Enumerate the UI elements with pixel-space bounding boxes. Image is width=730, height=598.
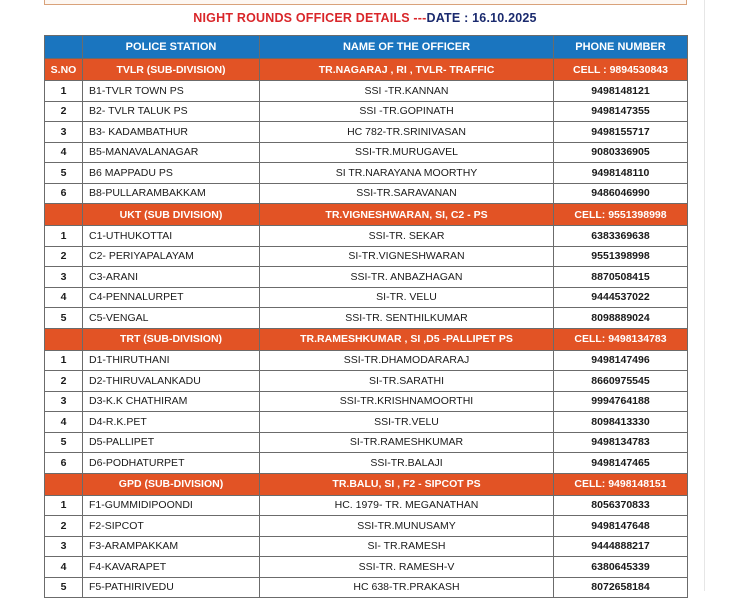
division-officer: TR.VIGNESHWARAN, SI, C2 - PS	[260, 204, 554, 226]
table-row	[45, 267, 688, 288]
row-officer: SI TR.NARAYANA MOORTHY	[260, 163, 554, 184]
row-phone: 9498148110	[554, 163, 688, 184]
row-phone: 9444537022	[554, 287, 688, 308]
row-station: F4-KAVARAPET	[83, 557, 260, 578]
row-sno: 1	[45, 350, 83, 371]
row-station: F3-ARAMPAKKAM	[83, 536, 260, 557]
row-sno: 3	[45, 122, 83, 143]
row-officer: SSI-TR. ANBAZHAGAN	[260, 267, 554, 288]
row-station: B1-TVLR TOWN PS	[83, 81, 260, 102]
row-phone: 9080336905	[554, 142, 688, 163]
row-phone: 9498155717	[554, 122, 688, 143]
table-header-row	[45, 36, 688, 59]
row-officer: SSI -TR.GOPINATH	[260, 101, 554, 122]
row-station: D4-R.K.PET	[83, 412, 260, 433]
row-sno: 5	[45, 577, 83, 598]
header-phone: PHONE NUMBER	[554, 36, 688, 59]
division-name: TVLR (SUB-DIVISION)	[83, 59, 260, 81]
row-officer: SI-TR.VIGNESHWARAN	[260, 246, 554, 267]
row-station: F1-GUMMIDIPOONDI	[83, 495, 260, 516]
header-station: POLICE STATION	[83, 36, 260, 59]
row-sno: 4	[45, 287, 83, 308]
table-row	[45, 516, 688, 537]
row-officer: SI-TR.RAMESHKUMAR	[260, 432, 554, 453]
row-station: D1-THIRUTHANI	[83, 350, 260, 371]
table-row	[45, 142, 688, 163]
row-station: C3-ARANI	[83, 267, 260, 288]
division-row	[45, 328, 688, 350]
row-station: B2- TVLR TALUK PS	[83, 101, 260, 122]
division-phone: CELL : 9894530843	[554, 59, 688, 81]
officer-table	[44, 35, 688, 598]
row-officer: HC 782-TR.SRINIVASAN	[260, 122, 554, 143]
row-phone: 8098413330	[554, 412, 688, 433]
table-row	[45, 81, 688, 102]
row-phone: 9498148121	[554, 81, 688, 102]
row-officer: SSI-TR. SENTHILKUMAR	[260, 308, 554, 329]
table-row	[45, 495, 688, 516]
table-row	[45, 308, 688, 329]
division-row	[45, 59, 688, 81]
row-sno: 6	[45, 453, 83, 474]
row-sno: 5	[45, 432, 83, 453]
row-officer: HC 638-TR.PRAKASH	[260, 577, 554, 598]
row-sno: 1	[45, 495, 83, 516]
row-sno: 4	[45, 412, 83, 433]
row-station: B8-PULLARAMBAKKAM	[83, 183, 260, 204]
division-name: TRT (SUB-DIVISION)	[83, 328, 260, 350]
row-phone: 9498134783	[554, 432, 688, 453]
row-officer: SSI -TR.KANNAN	[260, 81, 554, 102]
row-phone: 9498147355	[554, 101, 688, 122]
page-edge	[704, 0, 705, 591]
row-phone: 9994764188	[554, 391, 688, 412]
division-row	[45, 473, 688, 495]
row-sno: 2	[45, 516, 83, 537]
row-sno: 3	[45, 536, 83, 557]
row-station: D6-PODHATURPET	[83, 453, 260, 474]
row-officer: HC. 1979- TR. MEGANATHAN	[260, 495, 554, 516]
row-sno: 4	[45, 142, 83, 163]
row-officer: SSI-TR. SEKAR	[260, 226, 554, 247]
row-station: C2- PERIYAPALAYAM	[83, 246, 260, 267]
row-sno: 5	[45, 308, 83, 329]
row-officer: SSI-TR.DHAMODARARAJ	[260, 350, 554, 371]
table-row	[45, 287, 688, 308]
row-sno: 1	[45, 226, 83, 247]
top-strip	[0, 0, 730, 8]
row-phone: 9486046990	[554, 183, 688, 204]
table-row	[45, 371, 688, 392]
table-row	[45, 122, 688, 143]
row-officer: SSI-TR.MURUGAVEL	[260, 142, 554, 163]
row-sno: 2	[45, 246, 83, 267]
row-officer: SSI-TR.VELU	[260, 412, 554, 433]
division-phone: CELL: 9551398998	[554, 204, 688, 226]
row-station: C5-VENGAL	[83, 308, 260, 329]
row-phone: 8072658184	[554, 577, 688, 598]
row-station: B5-MANAVALANAGAR	[83, 142, 260, 163]
row-officer: SI-TR.SARATHI	[260, 371, 554, 392]
division-sno-label	[45, 473, 83, 495]
row-officer: SSI-TR.SARAVANAN	[260, 183, 554, 204]
row-station: C4-PENNALURPET	[83, 287, 260, 308]
row-phone: 6380645339	[554, 557, 688, 578]
row-officer: SSI-TR.MUNUSAMY	[260, 516, 554, 537]
division-officer: TR.NAGARAJ , RI , TVLR- TRAFFIC	[260, 59, 554, 81]
row-officer: SI-TR. VELU	[260, 287, 554, 308]
row-sno: 4	[45, 557, 83, 578]
previous-section-edge	[44, 0, 687, 5]
row-phone: 8098889024	[554, 308, 688, 329]
row-officer: SI- TR.RAMESH	[260, 536, 554, 557]
division-name: GPD (SUB-DIVISION)	[83, 473, 260, 495]
division-phone: CELL: 9498134783	[554, 328, 688, 350]
table-row	[45, 183, 688, 204]
row-sno: 2	[45, 371, 83, 392]
table-row	[45, 226, 688, 247]
row-sno: 3	[45, 267, 83, 288]
row-phone: 8870508415	[554, 267, 688, 288]
document-title	[0, 11, 730, 25]
title-main: NIGHT ROUNDS OFFICER DETAILS ---	[193, 11, 427, 25]
title-date: DATE : 16.10.2025	[426, 11, 537, 25]
row-sno: 2	[45, 101, 83, 122]
header-sno	[45, 36, 83, 59]
row-station: D2-THIRUVALANKADU	[83, 371, 260, 392]
table-row	[45, 536, 688, 557]
table-row	[45, 432, 688, 453]
row-phone: 9498147496	[554, 350, 688, 371]
division-row	[45, 204, 688, 226]
row-phone: 8660975545	[554, 371, 688, 392]
division-name: UKT (SUB DIVISION)	[83, 204, 260, 226]
row-phone: 9498147465	[554, 453, 688, 474]
division-sno-label: S.NO	[45, 59, 83, 81]
row-phone: 9551398998	[554, 246, 688, 267]
row-officer: SSI-TR.BALAJI	[260, 453, 554, 474]
table-row	[45, 557, 688, 578]
table-row	[45, 391, 688, 412]
division-officer: TR.BALU, SI , F2 - SIPCOT PS	[260, 473, 554, 495]
row-station: B6 MAPPADU PS	[83, 163, 260, 184]
division-phone: CELL: 9498148151	[554, 473, 688, 495]
row-phone: 8056370833	[554, 495, 688, 516]
row-station: D5-PALLIPET	[83, 432, 260, 453]
row-station: C1-UTHUKOTTAI	[83, 226, 260, 247]
division-sno-label	[45, 328, 83, 350]
row-sno: 6	[45, 183, 83, 204]
row-phone: 9444888217	[554, 536, 688, 557]
table-row	[45, 453, 688, 474]
table-row	[45, 101, 688, 122]
officer-table-body	[45, 36, 688, 598]
row-station: B3- KADAMBATHUR	[83, 122, 260, 143]
row-sno: 1	[45, 81, 83, 102]
header-officer: NAME OF THE OFFICER	[260, 36, 554, 59]
table-row	[45, 350, 688, 371]
table-row	[45, 412, 688, 433]
division-officer: TR.RAMESHKUMAR , SI ,D5 -PALLIPET PS	[260, 328, 554, 350]
row-station: D3-K.K CHATHIRAM	[83, 391, 260, 412]
row-officer: SSI-TR. RAMESH-V	[260, 557, 554, 578]
row-station: F5-PATHIRIVEDU	[83, 577, 260, 598]
row-sno: 3	[45, 391, 83, 412]
row-station: F2-SIPCOT	[83, 516, 260, 537]
row-officer: SSI-TR.KRISHNAMOORTHI	[260, 391, 554, 412]
division-sno-label	[45, 204, 83, 226]
table-row	[45, 246, 688, 267]
row-sno: 5	[45, 163, 83, 184]
table-row	[45, 577, 688, 598]
row-phone: 6383369638	[554, 226, 688, 247]
row-phone: 9498147648	[554, 516, 688, 537]
table-row	[45, 163, 688, 184]
